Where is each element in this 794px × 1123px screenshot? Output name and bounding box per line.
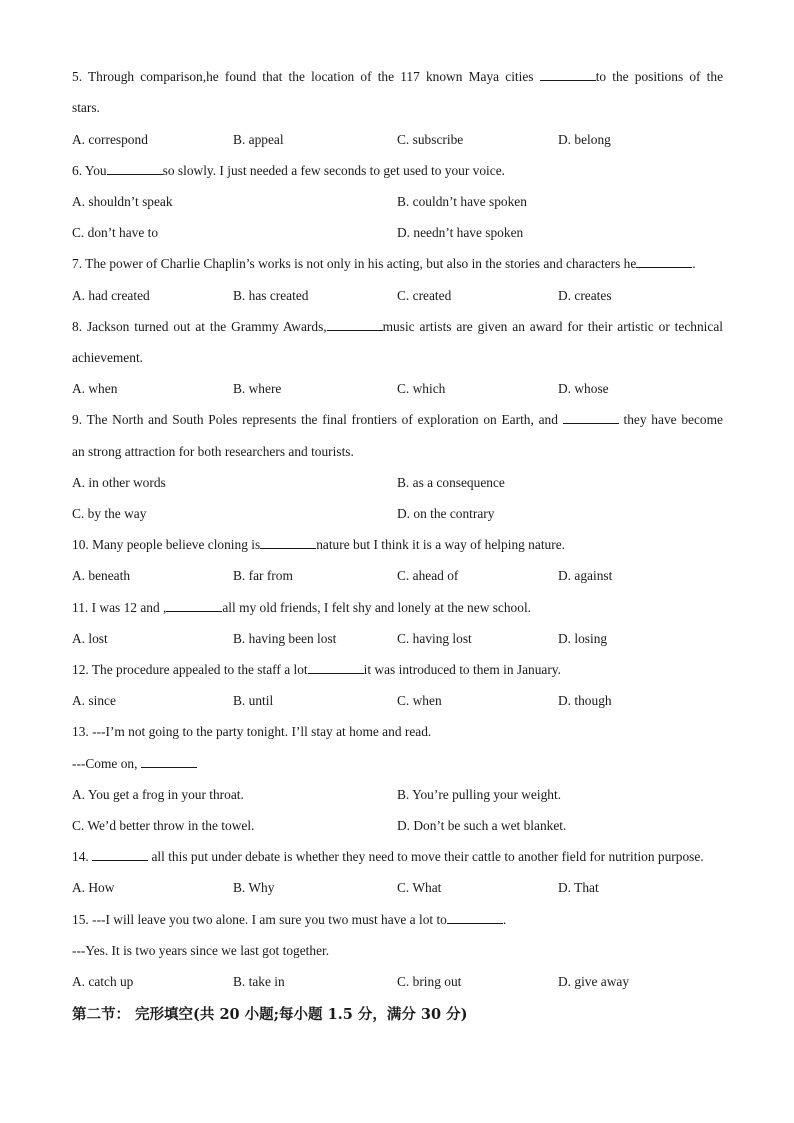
q9-option-c: C. by the way [72, 506, 147, 521]
q7-option-a: A. had created [72, 288, 150, 303]
question-11-stem: 11. I was 12 and , all my old friends, I felt shy and lonely at the new school. [72, 600, 532, 615]
answer-blank [540, 69, 596, 81]
question-13-stem-cont: ---Come on, [72, 756, 197, 772]
q10-option-b: B. far from [233, 568, 293, 583]
question-5-stem: 5. Through comparison,he found that the location of the 117 known Maya cities to the positions of the [72, 69, 724, 84]
answer-blank [166, 600, 222, 612]
answer-blank [327, 319, 383, 331]
q14-option-b: B. Why [233, 880, 275, 895]
q8-option-a: A. when [72, 381, 118, 396]
q10-option-d: D. against [558, 568, 613, 583]
answer-blank [92, 849, 148, 861]
q12-option-a: A. since [72, 693, 116, 708]
q7-option-d: D. creates [558, 288, 612, 303]
q13-option-b: B. You’re pulling your weight. [397, 787, 562, 802]
q7-option-b: B. has created [233, 288, 309, 303]
q11-option-a: A. lost [72, 631, 108, 646]
q8-option-c: C. which [397, 381, 446, 396]
q9-option-a: A. in other words [72, 475, 166, 490]
question-8-stem-cont: achievement. [72, 350, 144, 365]
q15-option-a: A. catch up [72, 974, 134, 989]
question-8-stem: 8. Jackson turned out at the Grammy Awards, music artists are given an award for their artistic or technical [72, 319, 724, 334]
q5-option-c: C. subscribe [397, 132, 464, 147]
q5-option-d: D. belong [558, 132, 611, 147]
q10-option-a: A. beneath [72, 568, 131, 583]
q12-option-d: D. though [558, 693, 612, 708]
q10-option-c: C. ahead of [397, 568, 459, 583]
q9-option-b: B. as a consequence [397, 475, 505, 490]
q6-option-b: B. couldn’t have spoken [397, 194, 527, 209]
question-5-stem-cont: stars. [72, 100, 100, 115]
question-9-stem-cont: an strong attraction for both researchers and tourists. [72, 444, 354, 459]
q13-option-a: A. You get a frog in your throat. [72, 787, 244, 802]
q13-option-c: C. We’d better throw in the towel. [72, 818, 255, 833]
q14-option-d: D. That [558, 880, 599, 895]
q15-option-c: C. bring out [397, 974, 462, 989]
q13-option-d: D. Don’t be such a wet blanket. [397, 818, 567, 833]
q8-option-b: B. where [233, 381, 282, 396]
answer-blank [141, 756, 197, 768]
answer-blank [308, 662, 364, 674]
q11-option-c: C. having lost [397, 631, 472, 646]
q11-option-b: B. having been lost [233, 631, 337, 646]
question-13-stem: 13. ---I’m not going to the party tonight. I’ll stay at home and read. [72, 724, 432, 739]
answer-blank [636, 256, 692, 268]
answer-blank [563, 412, 619, 424]
q15-option-b: B. take in [233, 974, 285, 989]
q12-option-b: B. until [233, 693, 274, 708]
q6-option-a: A. shouldn’t speak [72, 194, 173, 209]
answer-blank [260, 537, 316, 549]
q9-option-d: D. on the contrary [397, 506, 495, 521]
answer-blank [447, 912, 503, 924]
section-heading: 第二节： 完形填空(共 20 小题;每小题 1.5 分，满分 30 分) [72, 1006, 468, 1023]
q5-option-b: B. appeal [233, 132, 284, 147]
question-9-stem: 9. The North and South Poles represents the final frontiers of exploration on Earth, and they have become [72, 412, 723, 427]
question-15-stem: 15. ---I will leave you two alone. I am sure you two must have a lot to . [72, 912, 507, 927]
q11-option-d: D. losing [558, 631, 608, 646]
q6-option-c: C. don’t have to [72, 225, 159, 240]
question-7-stem: 7. The power of Charlie Chaplin’s works is not only in his acting, but also in the stories and characters he . [72, 256, 696, 271]
question-10-stem: 10. Many people believe cloning is nature but I think it is a way of helping nature. [72, 537, 565, 552]
question-12-stem: 12. The procedure appealed to the staff a lot it was introduced to them in January. [72, 662, 561, 677]
q14-option-a: A. How [72, 880, 115, 895]
question-14-stem: 14. all this put under debate is whether they need to move their cattle to another field for nutrition purpose. [72, 849, 704, 864]
q14-option-c: C. What [397, 880, 442, 895]
question-15-stem-cont: ---Yes. It is two years since we last got together. [72, 943, 330, 958]
q7-option-c: C. created [397, 288, 452, 303]
q15-option-d: D. give away [558, 974, 630, 989]
q12-option-c: C. when [397, 693, 442, 708]
question-6-stem: 6. You so slowly. I just needed a few seconds to get used to your voice. [72, 163, 506, 178]
answer-blank [107, 163, 163, 175]
q6-option-d: D. needn’t have spoken [397, 225, 524, 240]
q8-option-d: D. whose [558, 381, 609, 396]
q5-option-a: A. correspond [72, 132, 148, 147]
